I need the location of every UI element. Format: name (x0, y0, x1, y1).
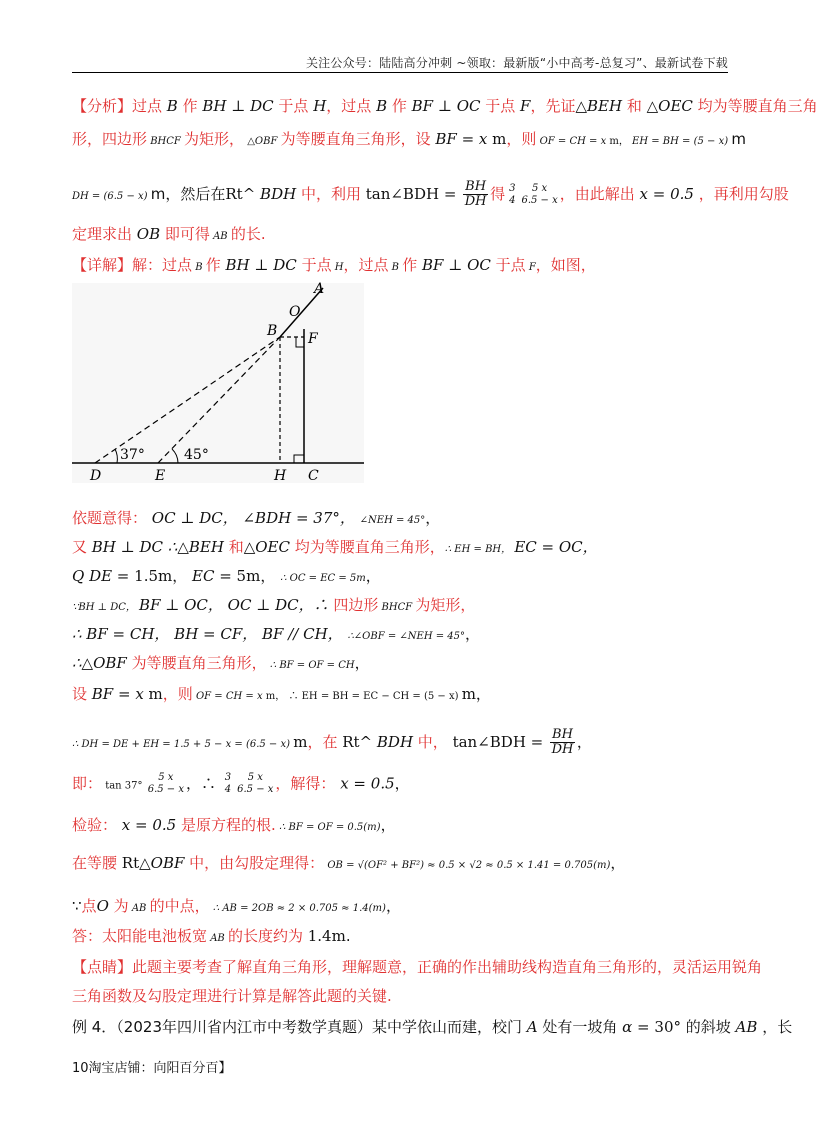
step-6: ∴△OBF 为等腰直角三角形， ∴ BF = OF = CH， (72, 654, 370, 672)
point-label-e: E (155, 468, 166, 484)
step-3: Q DE = 1.5m， EC = 5m， ∴ OC = EC = 5m， (72, 567, 381, 585)
step-2: 又 BH ⊥ DC ∴△BEH 和△OEC 均为等腰直角三角形，∴ EH = BH， EC = OC， (72, 538, 598, 556)
comment-line-2: 三角函数及勾股定理进行计算是解答此题的关键. (72, 987, 392, 1005)
step-8: ∴ DH = DE + EH = 1.5 + 5 − x = (6.5 − x) m，在 Rt^ BDH 中， tan∠BDH = $\frac{BH}{DH}$ ， (72, 727, 592, 757)
geometry-diagram (72, 283, 364, 483)
analysis-line-2: 形，四边形 BHCF 为矩形， △OBF 为等腰直角三角形，设 BF = x m，则 OF = CH = x m， EH = BH = (5 − x) m (72, 130, 746, 148)
point-label-a: A (314, 281, 325, 297)
point-label-o: O (289, 304, 301, 320)
angle-label-e: 45° (184, 447, 209, 463)
page-header: 关注公众号：陆陆高分冲刺 ~领取：最新版“小中高考-总复习”、最新试卷下载 (305, 56, 728, 70)
analysis-tag: 【分析】 (72, 97, 133, 115)
page-footer (72, 1057, 232, 1076)
analysis-line-3: DH = (6.5 − x) m，然后在Rt^ BDH 中，利用 tan∠BDH = $\frac{BH}{DH}$ 得 3 4 5 x 6.5 − x ，由此解出 x = 0.5 ，再利用勾股 (72, 179, 789, 209)
step-1: 依题意得： OC ⊥ DC， ∠BDH = 37°， ∠NEH = 45°， (72, 509, 441, 527)
step-9: 即： tan 37° 5 x 6.5 − x ，∴ 3 4 5 x 6.5 − x ，解得： x = 0.5， (72, 772, 410, 795)
header-divider (72, 72, 728, 73)
step-5: ∴ BF = CH， BH = CF， BF // CH， ∴∠OBF = ∠NEH = 45°， (72, 625, 481, 643)
page-number: 10 (72, 1061, 89, 1076)
shop-name: 淘宝店铺：向阳百分百】 (88, 1061, 232, 1076)
point-label-d: D (90, 468, 102, 484)
point-label-c: C (308, 468, 319, 484)
step-12: ∵点O 为 AB 的中点， ∴ AB = 2OB ≈ 2 × 0.705 ≈ 1.4(m)， (72, 897, 401, 915)
step-4: ∵BH ⊥ DC， BF ⊥ OC， OC ⊥ DC，∴ 四边形 BHCF 为矩形， (72, 596, 476, 614)
point-label-b: B (267, 323, 278, 339)
point-label-h: H (274, 468, 287, 484)
analysis-line-1: 【分析】过点 B 作 BH ⊥ DC 于点 H，过点 B 作 BF ⊥ OC 于点 F，先证△BEH 和 △OEC 均为等腰直角三角 (72, 97, 818, 115)
detail-line-1: 【详解】解：过点 B 作 BH ⊥ DC 于点 H，过点 B 作 BF ⊥ OC 于点 F，如图， (72, 256, 596, 274)
step-11: 在等腰 Rt△OBF 中，由勾股定理得： OB = √(OF² + BF²) ≈ 0.5 × √2 ≈ 0.5 × 1.41 = 0.705(m)， (72, 854, 626, 872)
analysis-line-4: 定理求出 OB 即可得 AB 的长. (72, 225, 266, 243)
point-label-f: F (308, 331, 318, 347)
comment-tag: 【点睛】 (72, 958, 133, 976)
step-10: 检验： x = 0.5 是原方程的根. ∴ BF = OF = 0.5(m)， (72, 816, 396, 834)
step-13: 答：太阳能电池板宽 AB 的长度约为 1.4m. (72, 927, 351, 945)
diagram-background (72, 283, 364, 483)
example-line-1: 例 4．（2023年四川省内江市中考数学真题）某中学依山而建，校门 A 处有一坡角 α = 30° 的斜坡 AB ，长 (72, 1018, 793, 1036)
detail-tag: 【详解】 (72, 256, 133, 274)
step-7: 设 BF = x m，则 OF = CH = x m， ∴ EH = BH = EC − CH = (5 − x) m， (72, 685, 491, 703)
angle-label-d: 37° (120, 447, 145, 463)
comment-line-1: 【点睛】此题主要考查了解直角三角形，理解题意，正确的作出辅助线构造直角三角形的，灵活运用锐角 (72, 958, 763, 976)
